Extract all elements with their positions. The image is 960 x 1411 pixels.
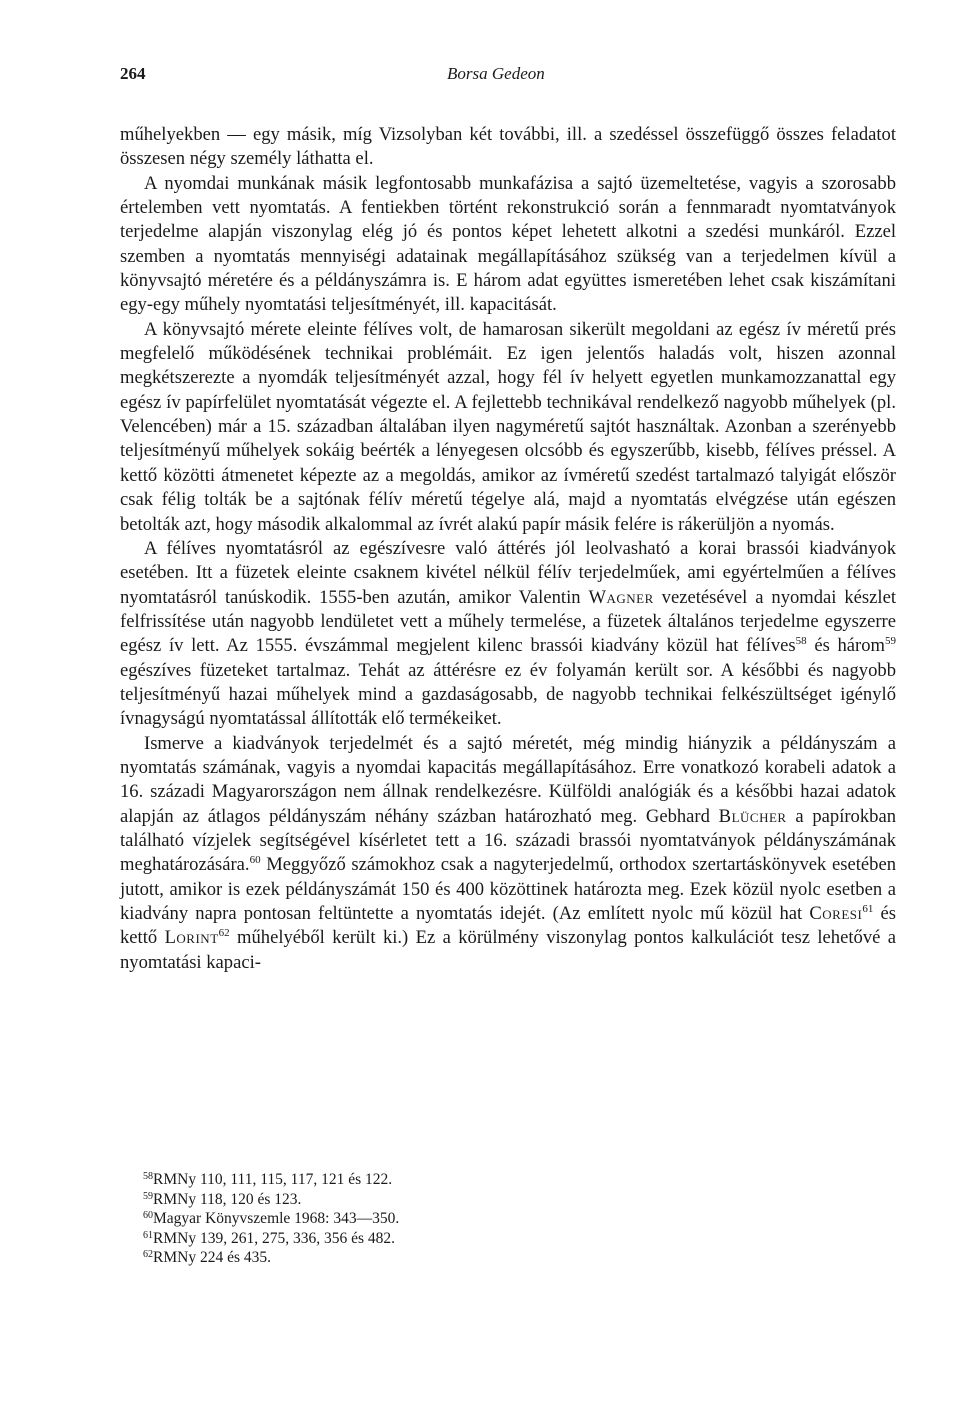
- footnote-ref[interactable]: 58: [795, 635, 807, 648]
- paragraph: [120, 537, 896, 732]
- footnote-text: Magyar Könyvszemle 1968: 343—350.: [153, 1210, 400, 1228]
- footnote-ref[interactable]: 60: [249, 854, 261, 867]
- footnotes: [143, 1170, 643, 1268]
- footnote-ref[interactable]: 59: [885, 635, 896, 648]
- paragraph-text: egészíves füzeteket tartalmaz. Tehát az áttérésre ez év folyamán került sor. A későbbi és nagyobb teljesítményű hazai műhelyek mind a gazdaságosabb, de nagyobb technikai felkészültséget igénylő ívnagyságú nyomtatással állították elő termékeiket.: [120, 659, 896, 730]
- paragraph: [120, 732, 896, 975]
- person-name: Wagner: [588, 586, 654, 608]
- person-name: Lorint: [164, 927, 219, 949]
- footnote: [143, 1248, 643, 1268]
- paragraph-text: műhelyéből került ki.) Ez a körülmény viszonylag pontos kalkulációt tesz lehetővé a nyomtatási kapaci-: [120, 927, 896, 973]
- footnote-number: 60: [143, 1210, 153, 1222]
- footnote-number: 62: [143, 1249, 153, 1261]
- paragraph-text: és három: [806, 635, 885, 657]
- paragraph-text: Meggyőző számokhoz csak a nagyterjedelmű, orthodox szertartáskönyvek esetében jutott, amikor is ezek példányszámát 150 és 400 közöttinek határozta meg. Ezek közül nyolc esetben a kiadvány napra pontosan feltüntette a nyomtatás idejét. (Az említett nyolc mű közül hat: [120, 854, 896, 924]
- paragraph-text: és kettő: [120, 903, 896, 949]
- footnote: [143, 1229, 643, 1249]
- footnote-number: 59: [143, 1190, 153, 1202]
- paragraph-text: A félíves nyomtatásról az egészívesre való áttérés jól leolvasható a korai brassói kiadványok esetében. Itt a füzetek eleinte csaknem kivétel nélkül félív terjedelműek, ami egyértelműen a félíves nyomtatásról tanúskodik. 1555-ben azután, amikor Valentin: [120, 537, 896, 608]
- paragraph-text: A nyomdai munkának másik legfontosabb munkafázisa a sajtó üzemeltetése, vagyis a szorosabb értelemben vett nyomtatás. A fentiekben történt rekonstrukció során a fennmaradt nyomtatványok terjedelme alapján viszonylag elég jó és pontos képet lehetett alkotni a szedési munkáról. Ezzel szemben a nyomtatás mennyiségi adatainak megállapításához szükség van a terjedelmen kívül a könyvsajtó méretére és a példányszámra is. E három adat együttes ismeretében lehet csak kiszámítani egy-egy műhely nyomtatási teljesítményét, ill. kapacitását.: [120, 172, 896, 316]
- footnote: [143, 1170, 643, 1190]
- footnote-ref[interactable]: 62: [218, 927, 230, 940]
- footnote: [143, 1190, 643, 1210]
- footnote-text: RMNy 139, 261, 275, 336, 356 és 482.: [153, 1229, 395, 1247]
- paragraph: [120, 123, 896, 172]
- paragraph-text: a papírokban található vízjelek segítségével kísérletet tett a 16. századi brassói nyomtatványok példányszámának meghatározására.: [120, 805, 896, 876]
- body-text: [120, 123, 896, 975]
- person-name: Coresi: [809, 903, 863, 924]
- footnote-number: 58: [143, 1171, 153, 1182]
- paragraph-text: A könyvsajtó mérete eleinte félíves volt, de hamarosan sikerült megoldani az egész ív méretű prés megfelelő működésének technikai problémáit. Ez igen jelentős haladás volt, hiszen azonnal megkétszerezte a nyomdák teljesítményét azzal, hogy fél ív helyett egyetlen munkamozzanattal egy egész ív papírfelület nyomtatását végezte el. A fejlettebb technikával rendelkező nagyobb műhelyek (pl. Velencében) már a 15. században általában ilyen nagyméretű sajtót használtak. Azonban a szerényebb teljesítményű műhelyek sokáig beérték a lényegesen olcsóbb és egyszerűbb, kisebb, félíves préssel. A kettő közötti átmenetet képezte az a megoldás, amikor az ívméretű szedést tartalmazó talyigát először csak félig tolták be a sajtónak félív méretű tégelye alá, majd a nyomtatás elvégzése után egészen betolták azt, hogy második alkalommal az ívrét alakú papír másik felére is rákerüljön a nyomás.: [120, 318, 896, 535]
- footnote-text: RMNy 224 és 435.: [153, 1249, 271, 1267]
- person-name: Blücher: [718, 805, 787, 827]
- paragraph-text: műhelyekben — egy másik, míg Vizsolyban két további, ill. a szedéssel összefüggő összes feladatot összesen négy személy láthatta el.: [120, 124, 896, 170]
- footnote: [143, 1209, 643, 1229]
- running-head: Borsa Gedeon: [447, 64, 545, 83]
- page-number: 264: [120, 64, 146, 83]
- paragraph-text: Ismerve a kiadványok terjedelmét és a sajtó méretét, még mindig hiányzik a példányszám a nyomtatás számának, vagyis a nyomdai kapacitás megállapításához. Erre vonatkozó korabeli adatok a 16. századi Magyarországon nem állnak rendelkezésre. Külföldi analógiák és a későbbi hazai adatok alapján az átlagos példányszám néhány százban határozható meg. Gebhard: [120, 732, 896, 827]
- footnote-number: 61: [143, 1229, 153, 1241]
- footnote-ref[interactable]: 61: [862, 903, 874, 915]
- paragraph: [120, 318, 896, 537]
- page-header: [120, 64, 892, 90]
- paragraph: [120, 172, 896, 318]
- paragraph-text: vezetésével a nyomdai készlet felfrissítése után nagyobb lendületet vett a műhely termelése, a füzetek általános terjedelme egyszerre egész ív lett. Az 1555. évszámmal megjelent kilenc brassói kiadvány közül hat félíves: [120, 586, 896, 657]
- footnote-text: RMNy 118, 120 és 123.: [153, 1190, 302, 1208]
- footnote-text: RMNy 110, 111, 115, 117, 121 és 122.: [153, 1171, 393, 1188]
